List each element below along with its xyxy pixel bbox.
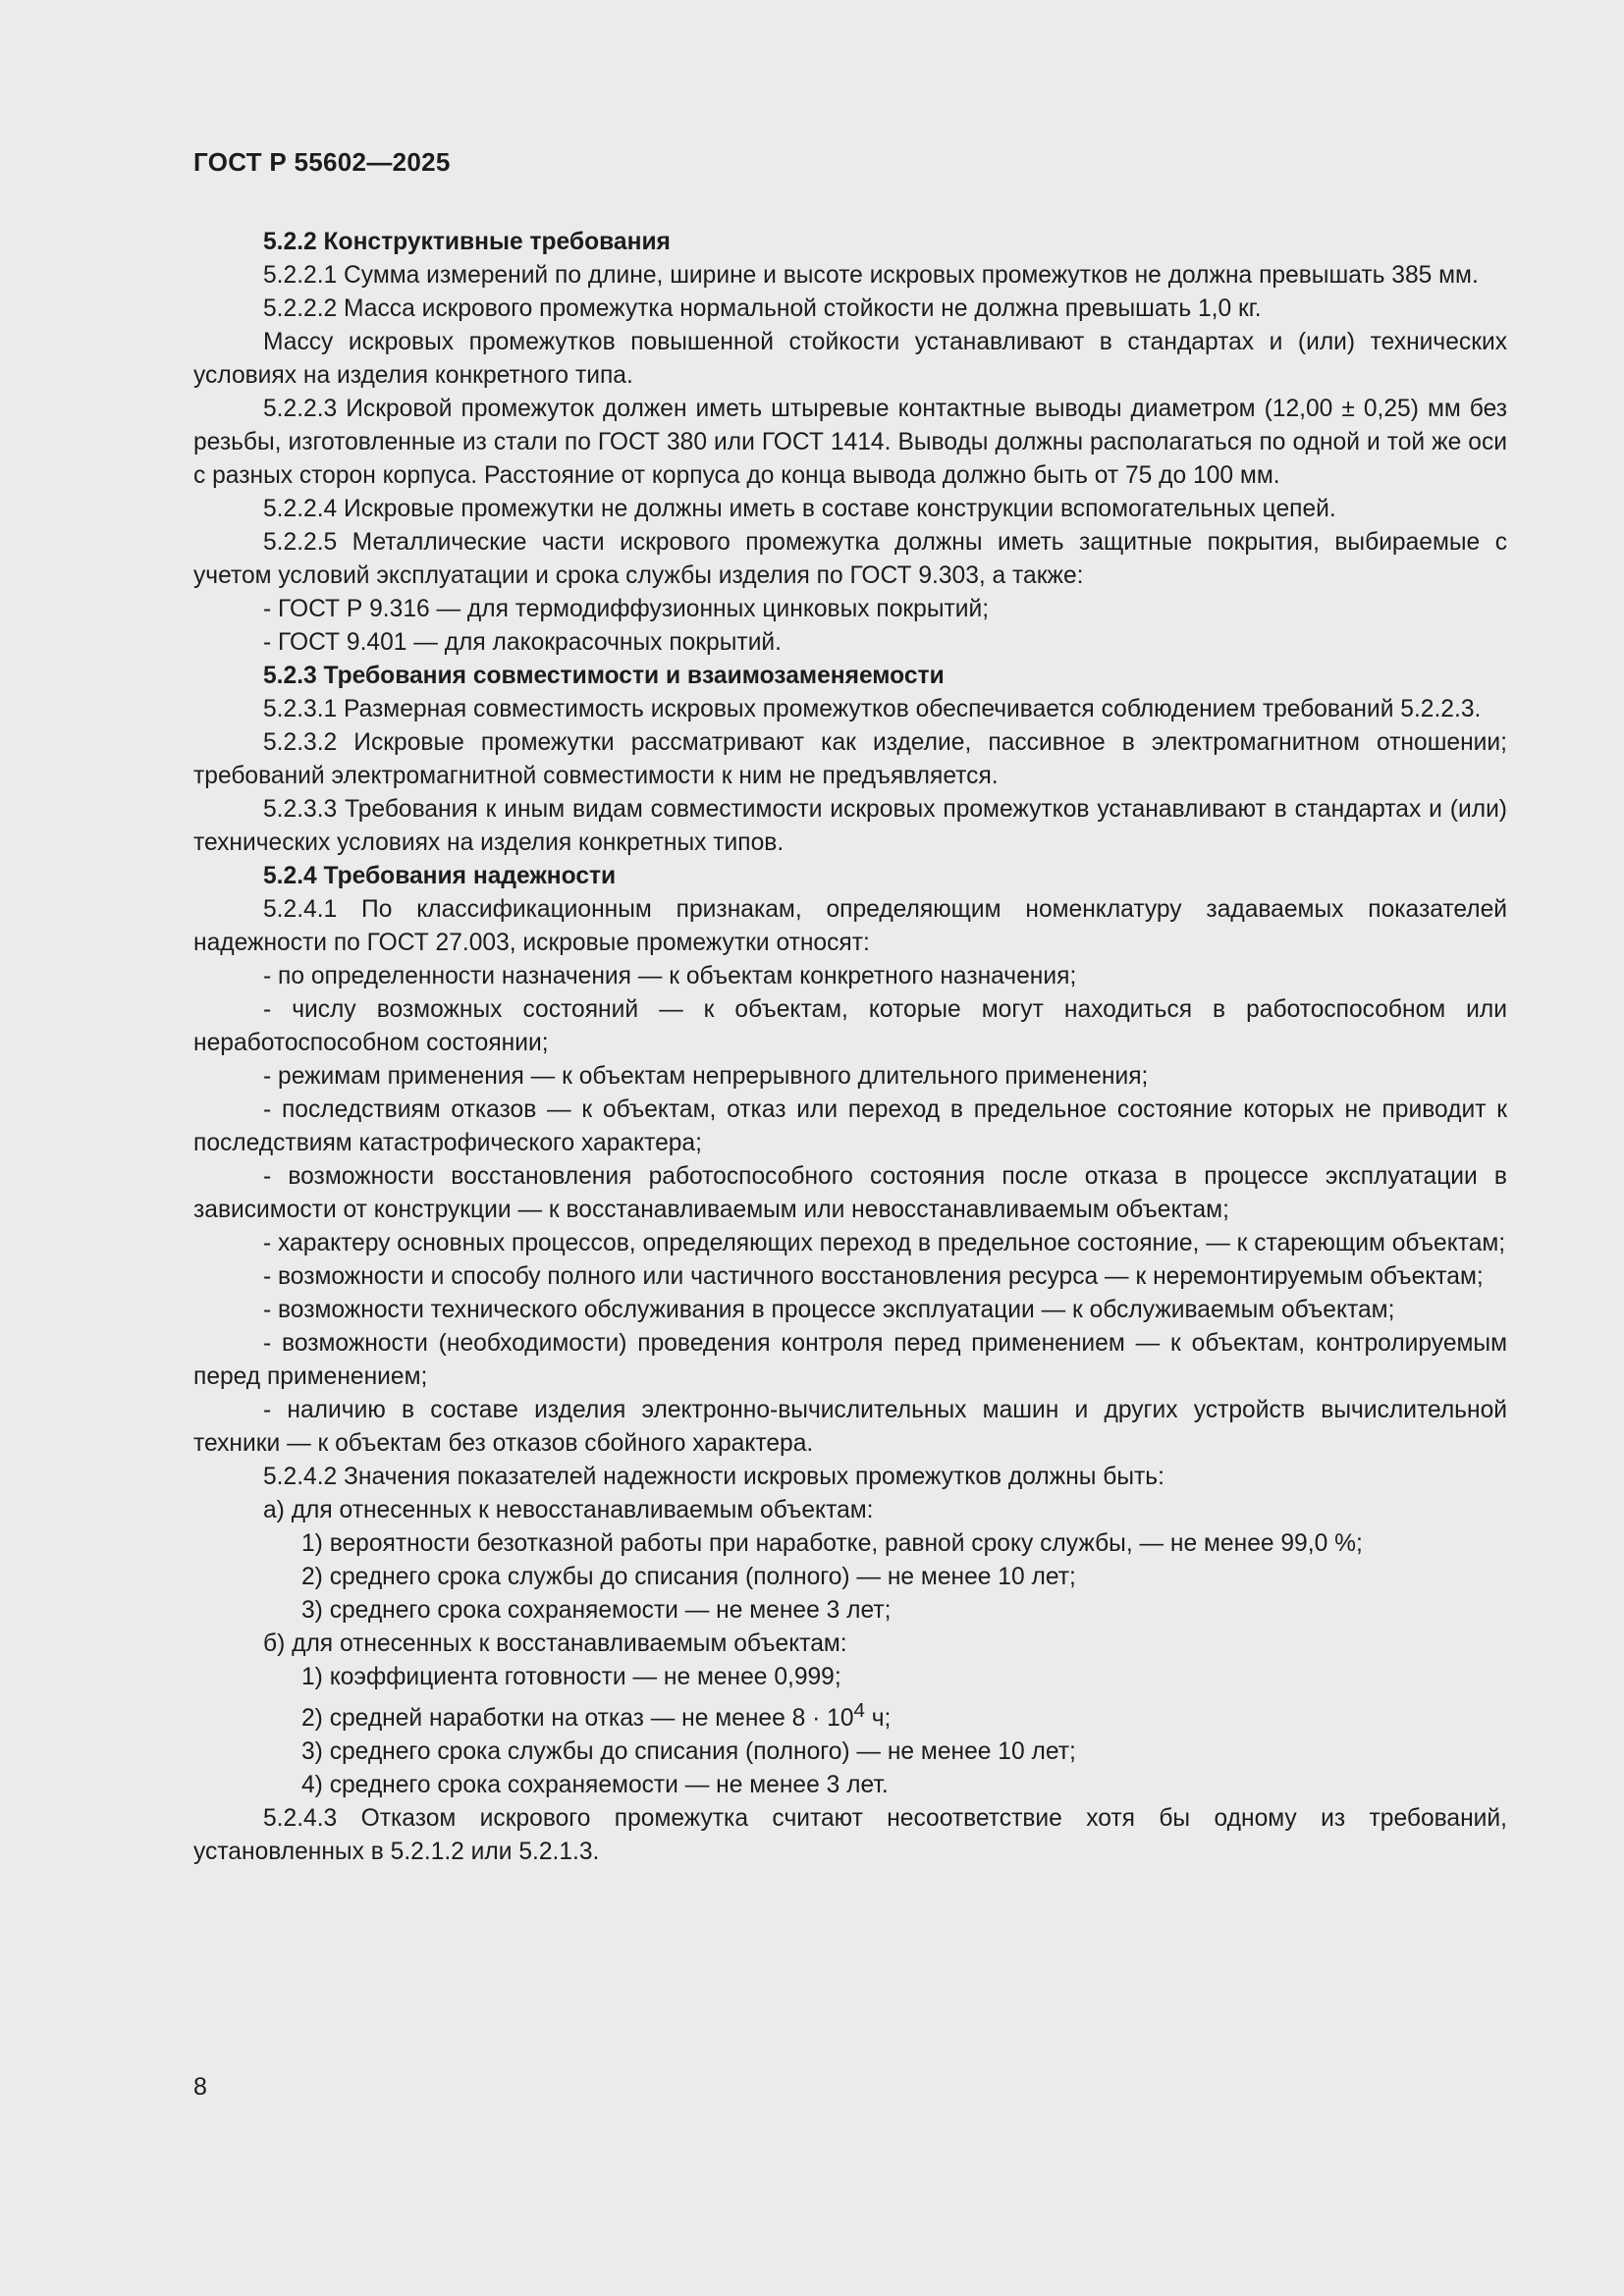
list-item: - по определенности назначения — к объектам конкретного назначения; <box>263 963 1077 989</box>
list-item: - режимам применения — к объектам непрерывного длительного применения; <box>263 1063 1149 1090</box>
sublist-item: 1) вероятности безотказной работы при наработке, равной сроку службы, — не менее 99,0 %; <box>301 1530 1363 1557</box>
sublist-heading-a: а) для отнесенных к невосстанавливаемым объектам: <box>263 1497 874 1523</box>
section-heading-5-2-4: 5.2.4 Требования надежности <box>263 863 617 889</box>
list-item: - возможности (необходимости) проведения контроля перед применением — к объектам, контролируемым перед применением; <box>193 1330 1507 1390</box>
paragraph-5-2-2-1: 5.2.2.1 Сумма измерений по длине, ширине и высоте искровых промежутков не должна превышать 385 мм. <box>263 262 1479 289</box>
section-heading-5-2-2: 5.2.2 Конструктивные требования <box>263 229 671 255</box>
paragraph-5-2-3-3: 5.2.3.3 Требования к иным видам совместимости искровых промежутков устанавливают в стандартах и (или) технических условиях на изделия конкретных типов. <box>193 796 1507 856</box>
list-item: - характеру основных процессов, определяющих переход в предельное состояние, — к стареющим объектам; <box>263 1230 1506 1256</box>
sublist-item: 1) коэффициента готовности — не менее 0,999; <box>301 1664 841 1690</box>
document-header: ГОСТ Р 55602—2025 <box>193 147 451 177</box>
paragraph-5-2-2-2: 5.2.2.2 Масса искрового промежутка нормальной стойкости не должна превышать 1,0 кг. <box>263 295 1262 322</box>
document-body <box>193 226 1507 1869</box>
section-heading-5-2-3: 5.2.3 Требования совместимости и взаимозаменяемости <box>263 663 945 689</box>
sublist-item: 2) среднего срока службы до списания (полного) — не менее 10 лет; <box>301 1564 1076 1590</box>
sublist-heading-b: б) для отнесенных к восстанавливаемым объектам: <box>263 1630 847 1657</box>
list-item: - ГОСТ 9.401 — для лакокрасочных покрытий. <box>263 629 782 656</box>
sublist-item: 4) среднего срока сохраняемости — не менее 3 лет. <box>301 1772 889 1799</box>
sublist-item <box>193 1694 1507 1735</box>
paragraph-5-2-3-1: 5.2.3.1 Размерная совместимость искровых промежутков обеспечивается соблюдением требований 5.2.2.3. <box>263 696 1482 722</box>
page-number: 8 <box>193 2073 207 2101</box>
sublist-item: 3) среднего срока службы до списания (полного) — не менее 10 лет; <box>301 1738 1076 1766</box>
list-item: - возможности технического обслуживания в процессе эксплуатации — к обслуживаемым объектам; <box>263 1297 1395 1323</box>
mtbf-unit: ч; <box>864 1705 892 1733</box>
list-item: - наличию в составе изделия электронно-вычислительных машин и других устройств вычислительной техники — к объектам без отказов сбойного характера. <box>193 1397 1507 1457</box>
paragraph-5-2-2-5: 5.2.2.5 Металлические части искрового промежутка должны иметь защитные покрытия, выбираемые с учетом условий эксплуатации и срока службы изделия по ГОСТ 9.303, а также: <box>193 529 1507 589</box>
list-item: - последствиям отказов — к объектам, отказ или переход в предельное состояние которых не приводит к последствиям катастрофического характера; <box>193 1096 1507 1156</box>
list-item: - возможности и способу полного или частичного восстановления ресурса — к неремонтируемым объектам; <box>263 1263 1484 1290</box>
mtbf-text: 2) средней наработки на отказ — не менее 8 · 10 <box>301 1705 854 1733</box>
paragraph-5-2-4-1: 5.2.4.1 По классификационным признакам, определяющим номенклатуру задаваемых показателей надежности по ГОСТ 27.003, искровые промежутки относят: <box>193 896 1507 956</box>
paragraph-5-2-2-3: 5.2.2.3 Искровой промежуток должен иметь штыревые контактные выводы диаметром (12,00 ± 0,25) мм без резьбы, изготовленные из стали по ГОСТ 380 или ГОСТ 1414. Выводы должны располагаться по одной и той же оси с разных сторон корпуса. Расстояние от корпуса до конца вывода должно быть от 75 до 100 мм. <box>193 396 1507 489</box>
list-item: - ГОСТ Р 9.316 — для термодиффузионных цинковых покрытий; <box>263 596 990 622</box>
paragraph-5-2-4-2: 5.2.4.2 Значения показателей надежности искровых промежутков должны быть: <box>263 1464 1164 1490</box>
paragraph-5-2-4-3: 5.2.4.3 Отказом искрового промежутка считают несоответствие хотя бы одному из требований, установленных в 5.2.1.2 или 5.2.1.3. <box>193 1805 1507 1866</box>
list-item: - возможности восстановления работоспособного состояния после отказа в процессе эксплуатации в зависимости от конструкции — к восстанавливаемым или невосстанавливаемым объектам; <box>193 1163 1507 1223</box>
list-item: - числу возможных состояний — к объектам, которые могут находиться в работоспособном или неработоспособном состоянии; <box>193 996 1507 1056</box>
sublist-item: 3) среднего срока сохраняемости — не менее 3 лет; <box>301 1597 892 1624</box>
mtbf-exponent: 4 <box>853 1699 865 1722</box>
paragraph-5-2-2-4: 5.2.2.4 Искровые промежутки не должны иметь в составе конструкции вспомогательных цепей. <box>263 496 1336 522</box>
paragraph-5-2-3-2: 5.2.3.2 Искровые промежутки рассматривают как изделие, пассивное в электромагнитном отношении; требований электромагнитной совместимости к ним не предъявляется. <box>193 729 1507 789</box>
paragraph-5-2-2-2-note: Массу искровых промежутков повышенной стойкости устанавливают в стандартах и (или) технических условиях на изделия конкретного типа. <box>193 329 1507 389</box>
